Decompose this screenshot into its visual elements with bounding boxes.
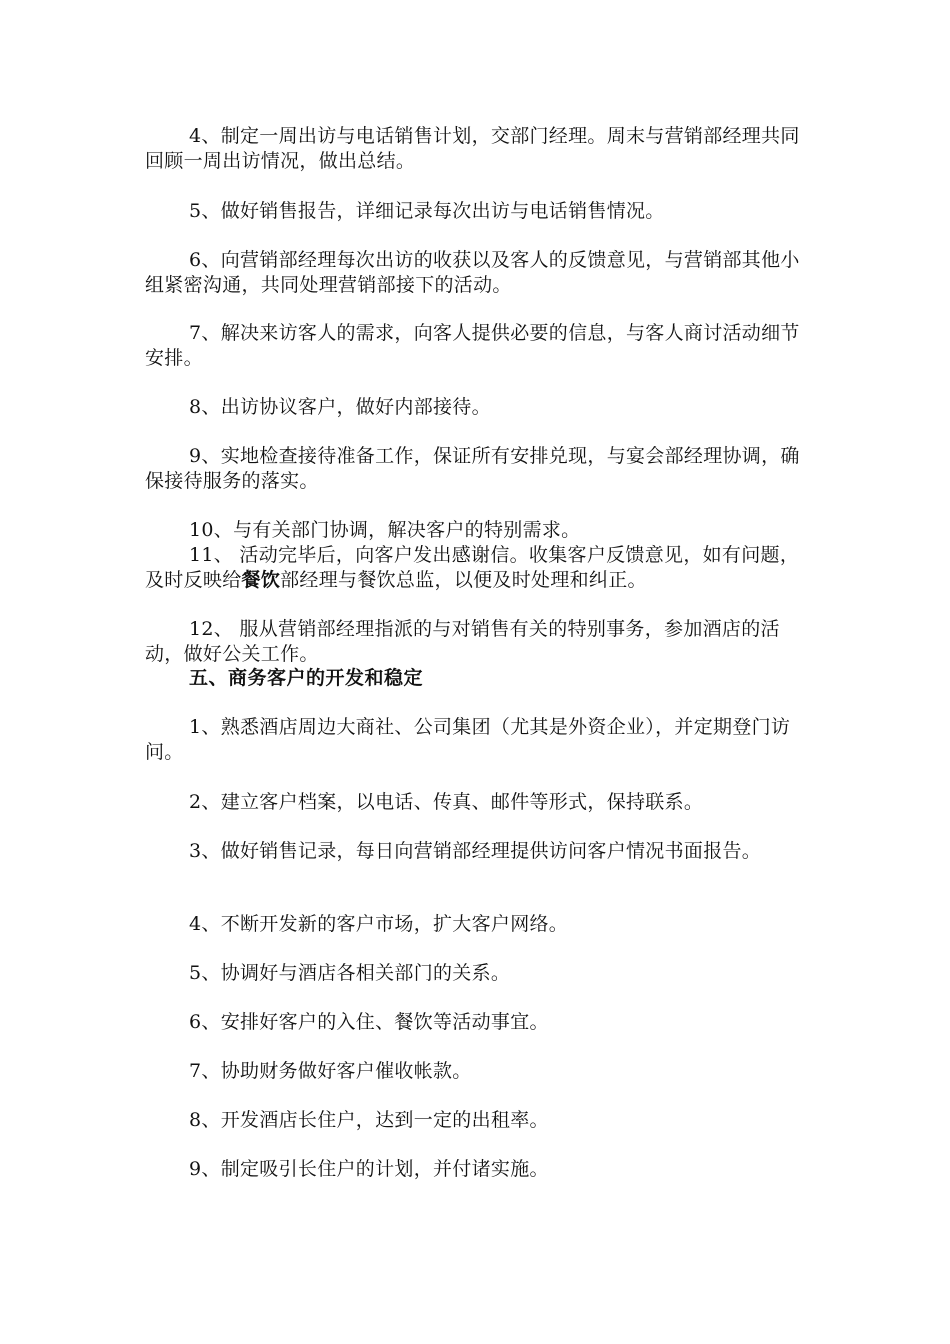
paragraph-section5-item-1: 1、熟悉酒店周边大商社、公司集团（尤其是外资企业），并定期登门访问。 bbox=[145, 716, 791, 763]
paragraph-item-12: 12、 服从营销部经理指派的与对销售有关的特别事务，参加酒店的活动，做好公关工作。 bbox=[145, 618, 780, 665]
item-11-bold-word: 餐饮 bbox=[241, 569, 281, 591]
paragraph-section5-item-3: 3、做好销售记录，每日向营销部经理提供访问客户情况书面报告。 bbox=[189, 840, 762, 862]
paragraph-item-10: 10、与有关部门协调，解决客户的特别需求。 bbox=[189, 519, 581, 541]
item-11-text-before: 11、 活动完毕后，向客户发出感谢信。收集客户反馈意见，如有问题，及时反映给 bbox=[145, 544, 800, 591]
paragraph-item-4: 4、制定一周出访与电话销售计划，交部门经理。周末与营销部经理共同回顾一周出访情况，做出总结。 bbox=[145, 125, 800, 172]
paragraph-section5-item-4: 4、不断开发新的客户市场，扩大客户网络。 bbox=[189, 913, 569, 935]
paragraph-item-8: 8、出访协议客户，做好内部接待。 bbox=[189, 396, 491, 418]
paragraph-item-7: 7、解决来访客人的需求，向客人提供必要的信息，与客人商讨活动细节安排。 bbox=[145, 322, 800, 369]
paragraph-section5-item-5: 5、协调好与酒店各相关部门的关系。 bbox=[189, 962, 511, 984]
paragraph-item-5: 5、做好销售报告，详细记录每次出访与电话销售情况。 bbox=[189, 200, 665, 222]
paragraph-section5-item-6: 6、安排好客户的入住、餐饮等活动事宜。 bbox=[189, 1011, 549, 1033]
paragraph-section5-item-8: 8、开发酒店长住户，达到一定的出租率。 bbox=[189, 1109, 549, 1131]
paragraph-item-6: 6、向营销部经理每次出访的收获以及客人的反馈意见，与营销部其他小组紧密沟通，共同处理营销部接下的活动。 bbox=[145, 249, 800, 296]
item-11-text-after: 部经理与餐饮总监，以便及时处理和纠正。 bbox=[280, 569, 647, 591]
paragraph-section5-item-9: 9、制定吸引长住户的计划，并付诸实施。 bbox=[189, 1158, 549, 1180]
paragraph-section5-item-7: 7、协助财务做好客户催收帐款。 bbox=[189, 1060, 472, 1082]
paragraph-section5-item-2: 2、建立客户档案，以电话、传真、邮件等形式，保持联系。 bbox=[189, 791, 704, 813]
paragraph-item-11 bbox=[145, 543, 805, 593]
section-heading: 五、商务客户的开发和稳定 bbox=[189, 667, 424, 689]
paragraph-item-9: 9、实地检查接待准备工作，保证所有安排兑现，与宴会部经理协调，确保接待服务的落实。 bbox=[145, 445, 800, 492]
